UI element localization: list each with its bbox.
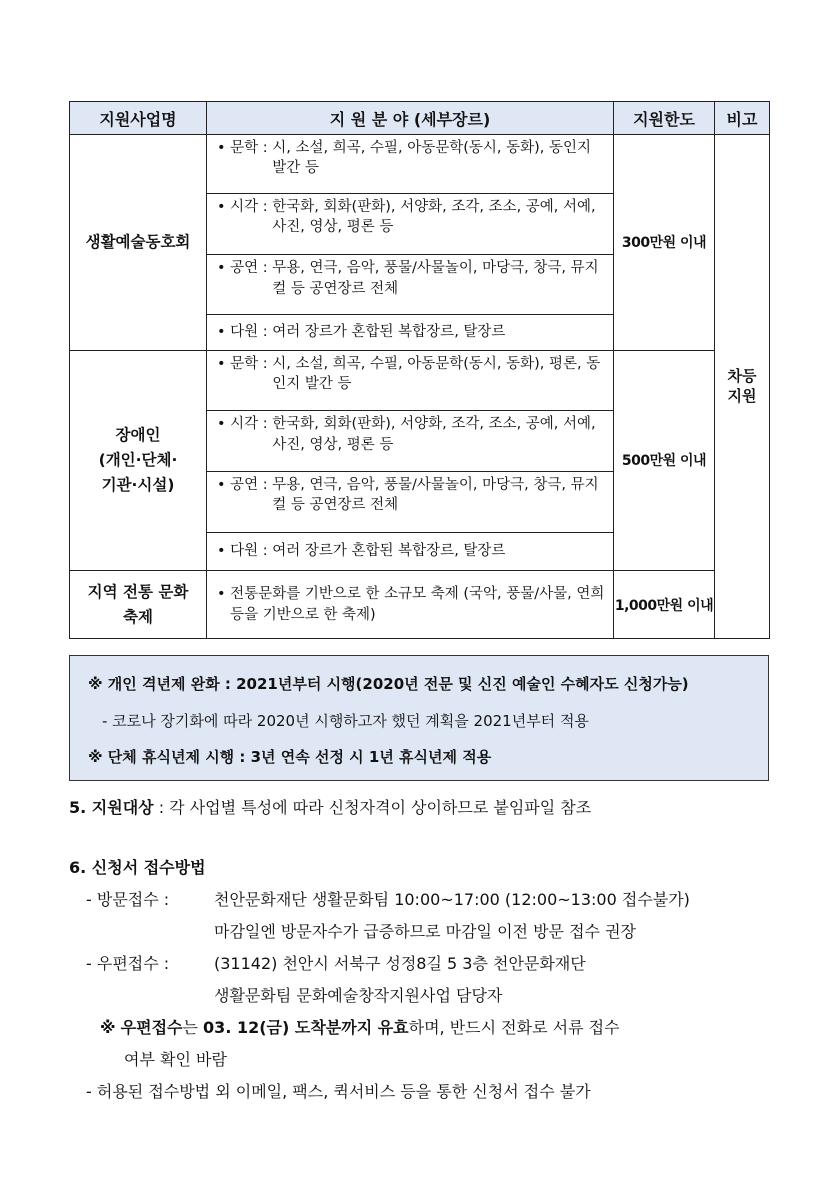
table-row [70, 350, 770, 411]
warning-bold-1: 우편접수 [120, 1018, 183, 1037]
field-cell: • 전통문화를 기반으로 한 소규모 축제 (국악, 풍물/사물, 연희 등을 기반으로 한 축제) [207, 571, 614, 639]
field-cell: • 문학 : 시, 소설, 희곡, 수필, 아동문학(동시, 동화), 평론, 동인지 발간 등 [207, 350, 614, 411]
mail-line-1: (31142) 천안시 서북구 성정8길 5 3층 천안문화재단 [214, 954, 586, 973]
warning-bold-2: 03. 12(금) 도착분까지 유효 [203, 1018, 409, 1037]
field-cell: • 시각 : 한국화, 회화(판화), 서양화, 조각, 조소, 공예, 서예, 사진, 영상, 평론 등 [207, 411, 614, 472]
notice-line-2: - 코로나 장기화에 따라 2020년 시행하고자 했던 계획을 2021년부터 적용 [102, 712, 589, 730]
header-note: 비고 [715, 102, 770, 135]
notice-line-1: ※ 개인 격년제 완화 : 2021년부터 시행(2020년 전문 및 신진 예술인 수혜자도 신청가능) [88, 675, 689, 693]
field-cell: • 다원 : 여러 장르가 혼합된 복합장르, 탈장르 [207, 532, 614, 570]
limit-club: 300만원 이내 [614, 135, 715, 351]
visit-label: - 방문접수 : [86, 890, 170, 909]
last-line: - 허용된 접수방법 외 이메일, 팩스, 퀵서비스 등을 통한 신청서 접수 불가 [86, 1082, 591, 1101]
header-field: 지 원 분 야 (세부장르) [207, 102, 614, 135]
visit-line-2: 마감일엔 방문자수가 급증하므로 마감일 이전 방문 접수 권장 [214, 922, 637, 941]
header-limit: 지원한도 [614, 102, 715, 135]
field-cell: • 다원 : 여러 장르가 혼합된 복합장르, 탈장르 [207, 315, 614, 350]
section-5-text: : 각 사업별 특성에 따라 신청자격이 상이하므로 붙임파일 참조 [158, 798, 592, 817]
warning-mark: ※ [100, 1018, 116, 1037]
field-cell: • 문학 : 시, 소설, 희곡, 수필, 아동문학(동시, 동화), 동인지 발간 등 [207, 135, 614, 194]
warning-rest: 하며, 반드시 전화로 서류 접수 [408, 1018, 620, 1037]
program-festival: 지역 전통 문화 축제 [70, 571, 207, 639]
notice-line-3: ※ 단체 휴식년제 시행 : 3년 연속 선정 시 1년 휴식년제 적용 [88, 748, 492, 766]
notice-box [69, 655, 769, 781]
support-table [69, 101, 770, 639]
mail-label: - 우편접수 : [86, 954, 170, 973]
header-program: 지원사업명 [70, 102, 207, 135]
table-header-row [70, 102, 770, 135]
table-row [70, 135, 770, 194]
limit-festival: 1,000만원 이내 [614, 571, 715, 639]
note-cell: 차등 지원 [715, 135, 770, 639]
section-6-title: 6. 신청서 접수방법 [69, 858, 206, 877]
limit-disabled: 500만원 이내 [614, 350, 715, 571]
field-cell: • 공연 : 무용, 연극, 음악, 풍물/사물놀이, 마당극, 창극, 뮤지컬 등 공연장르 전체 [207, 471, 614, 532]
section-5 [69, 795, 591, 818]
table-row [70, 571, 770, 639]
visit-line-1: 천안문화재단 생활문화팀 10:00~17:00 (12:00~13:00 접수불가) [214, 890, 690, 909]
mail-line-2: 생활문화팀 문화예술창작지원사업 담당자 [214, 986, 503, 1005]
section-5-title: 5. 지원대상 [69, 798, 154, 817]
warning-mid: 는 [182, 1018, 198, 1037]
mail-warning [100, 1015, 620, 1038]
program-club: 생활예술동호회 [70, 135, 207, 351]
field-cell: • 시각 : 한국화, 회화(판화), 서양화, 조각, 조소, 공예, 서예, 사진, 영상, 평론 등 [207, 193, 614, 255]
program-disabled: 장애인 (개인·단체· 기관·시설) [70, 350, 207, 571]
field-cell: • 공연 : 무용, 연극, 음악, 풍물/사물놀이, 마당극, 창극, 뮤지컬 등 공연장르 전체 [207, 255, 614, 315]
mail-warning-line-2: 여부 확인 바람 [124, 1050, 227, 1069]
